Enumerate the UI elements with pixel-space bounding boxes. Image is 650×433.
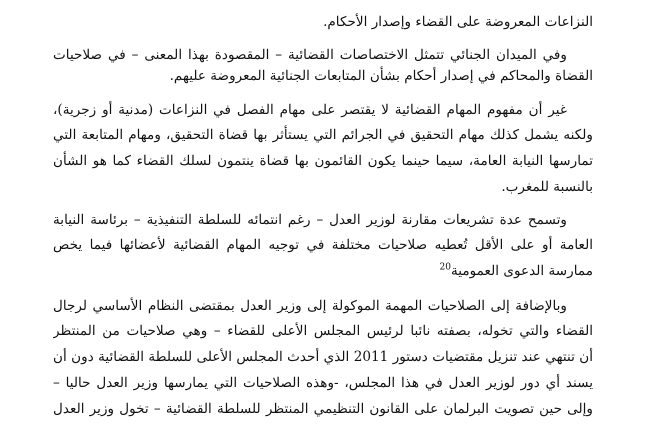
- paragraph-3-line-4: بالنسبة للمغرب.: [501, 179, 593, 195]
- paragraph-4-line-1: وتسمح عدة تشريعات مقارنة لوزير العدل – رغم انتمائه للسلطة التنفيذية – برئاسة النيابة: [53, 212, 567, 228]
- paragraph-2-line-2: القضاة والمحاكم في إصدار أحكام بشأن المتابعات الجنائية المعروضة عليهم.: [169, 68, 593, 84]
- paragraph-4-line-3-text: ممارسة الدعوى العمومية: [450, 263, 593, 279]
- paragraph-1-line-1: النزاعات المعروضة على القضاء وإصدار الأحكام.: [323, 14, 593, 30]
- paragraph-2-line-1: وفي الميدان الجنائي تتمثل الاختصاصات القضائية – المقصودة بهذا المعنى – في صلاحيات: [53, 47, 567, 63]
- paragraph-4-line-3: [53, 261, 593, 281]
- paragraph-5-line-1: وبالإضافة إلى الصلاحيات المهمة الموكولة إلى وزير العدل بمقتضى النظام الأساسي لرجال: [53, 298, 567, 314]
- paragraph-4-line-2: العامة أو على الأقل تُعطيه صلاحيات مختلفة في توجيه المهام القضائية لأعضائها فيما يخص: [53, 237, 593, 253]
- paragraph-5-line-5: وإلى حين تصويت البرلمان على القانون التنظيمي المنتظر للسلطة القضائية – تخول وزير العدل: [53, 401, 593, 417]
- paragraph-5-line-4: يسند أي دور لوزير العدل في هذا المجلس، -وهذه الصلاحيات التي يمارسها وزير العدل حاليا –: [53, 375, 593, 391]
- paragraph-3-line-1: غير أن مفهوم المهام القضائية لا يقتصر على مهام الفصل في النزاعات (مدنية أو زجرية)،: [53, 102, 567, 118]
- paragraph-5-line-3: أن تنتهي عند تنزيل مقتضيات دستور 2011 الذي أحدث المجلس الأعلى للسلطة القضائية دون أن: [53, 349, 593, 365]
- footnote-marker[interactable]: 20: [439, 262, 451, 273]
- paragraph-3-line-2: ولكنه يشمل كذلك مهام التحقيق في الجرائم التي يستأثر بها قضاة التحقيق، ومهام المتابعة التي: [53, 127, 593, 143]
- paragraph-5-line-2: القضاء والتي تخوله، بصفته نائبا لرئيس المجلس الأعلى للقضاء – وهي صلاحيات من المنتظر: [53, 323, 593, 339]
- paragraph-3-line-3: تمارسها النيابة العامة، سيما حينما يكون القائمون بها قضاة ينتمون لسلك القضاء كما هو الشأن: [53, 153, 593, 169]
